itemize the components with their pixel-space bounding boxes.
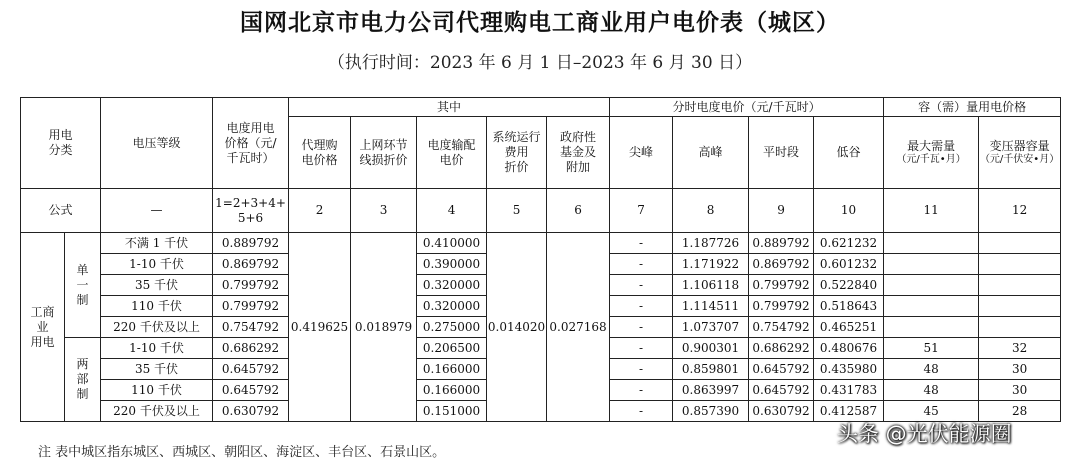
- max-demand-unit: （元/千瓦•月）: [896, 153, 966, 165]
- transmission-cell: 0.206500: [417, 338, 487, 359]
- watermark: 头条 @光伏能源圈: [837, 422, 1012, 446]
- flat-cell: 0.799792: [749, 296, 814, 317]
- purchase-header: 代理购 电价格: [289, 117, 351, 189]
- formula-c7: 7: [610, 189, 673, 233]
- transformer-cell: [979, 317, 1061, 338]
- valley-cell: 0.465251: [814, 317, 884, 338]
- max-demand-cell: [884, 296, 979, 317]
- peak-cell: 0.863997: [673, 380, 749, 401]
- table-row: [21, 233, 1061, 254]
- formula-c5: 5: [487, 189, 547, 233]
- peak-sharp-cell: -: [610, 254, 673, 275]
- transmission-cell: 0.166000: [417, 359, 487, 380]
- transmission-cell: 0.151000: [417, 401, 487, 422]
- peak-sharp-cell: -: [610, 275, 673, 296]
- peak-sharp-cell: -: [610, 338, 673, 359]
- valley-cell: 0.621232: [814, 233, 884, 254]
- price-cell: 0.869792: [213, 254, 289, 275]
- two-part-system-cell: 两 部 制: [65, 338, 101, 422]
- transformer-header: [979, 117, 1061, 189]
- price-table: [20, 97, 1061, 422]
- peak-cell: 1.073707: [673, 317, 749, 338]
- price-cell: 0.686292: [213, 338, 289, 359]
- voltage-cell: 220 千伏及以上: [101, 317, 213, 338]
- formula-price: 1=2+3+4+ 5+6: [213, 189, 289, 233]
- peak-cell: 0.857390: [673, 401, 749, 422]
- transformer-cell: [979, 275, 1061, 296]
- voltage-cell: 35 千伏: [101, 275, 213, 296]
- peak-header: 高峰: [673, 117, 749, 189]
- price-cell: 0.645792: [213, 359, 289, 380]
- fund-header: 政府性 基金及 附加: [547, 117, 610, 189]
- transmission-cell: 0.166000: [417, 380, 487, 401]
- max-demand-header: [884, 117, 979, 189]
- voltage-cell: 220 千伏及以上: [101, 401, 213, 422]
- max-demand-cell: [884, 317, 979, 338]
- voltage-cell: 110 千伏: [101, 296, 213, 317]
- peak-sharp-header: 尖峰: [610, 117, 673, 189]
- transformer-cell: 30: [979, 359, 1061, 380]
- formula-c8: 8: [673, 189, 749, 233]
- formula-label: 公式: [21, 189, 101, 233]
- system-header: 系统运行 费用 折价: [487, 117, 547, 189]
- voltage-cell: 1-10 千伏: [101, 338, 213, 359]
- formula-c11: 11: [884, 189, 979, 233]
- transmission-header: 电度输配 电价: [417, 117, 487, 189]
- flat-header: 平时段: [749, 117, 814, 189]
- single-system-cell: 单 一 制: [65, 233, 101, 338]
- tou-header: 分时电度电价（元/千瓦时）: [610, 98, 884, 117]
- transmission-cell: 0.275000: [417, 317, 487, 338]
- category-header: 用电 分类: [21, 98, 101, 189]
- max-demand-cell: 48: [884, 380, 979, 401]
- formula-row: [21, 189, 1061, 233]
- formula-c2: 2: [289, 189, 351, 233]
- transformer-cell: 28: [979, 401, 1061, 422]
- valley-cell: 0.522840: [814, 275, 884, 296]
- price-cell: 0.754792: [213, 317, 289, 338]
- flat-cell: 0.630792: [749, 401, 814, 422]
- loss-header: 上网环节 线损折价: [351, 117, 417, 189]
- category-cell: 工商 业 用电: [21, 233, 65, 422]
- max-demand-cell: [884, 254, 979, 275]
- fund-cell: 0.027168: [547, 233, 610, 422]
- price-header: 电度用电 价格（元/ 千瓦时）: [213, 98, 289, 189]
- valley-header: 低谷: [814, 117, 884, 189]
- price-cell: 0.799792: [213, 296, 289, 317]
- valley-cell: 0.412587: [814, 401, 884, 422]
- formula-c9: 9: [749, 189, 814, 233]
- valley-cell: 0.518643: [814, 296, 884, 317]
- valley-cell: 0.480676: [814, 338, 884, 359]
- peak-cell: 1.187726: [673, 233, 749, 254]
- transformer-unit: （元/千伏安•月）: [979, 153, 1060, 165]
- capacity-header: 容（需）量用电价格: [884, 98, 1061, 117]
- transformer-label: 变压器容量: [989, 138, 1050, 153]
- max-demand-cell: [884, 233, 979, 254]
- formula-c6: 6: [547, 189, 610, 233]
- flat-cell: 0.686292: [749, 338, 814, 359]
- price-cell: 0.799792: [213, 275, 289, 296]
- peak-cell: 0.900301: [673, 338, 749, 359]
- max-demand-label: 最大需量: [907, 138, 956, 153]
- system-cell: 0.014020: [487, 233, 547, 422]
- voltage-cell: 不满 1 千伏: [101, 233, 213, 254]
- transmission-cell: 0.410000: [417, 233, 487, 254]
- peak-cell: 1.106118: [673, 275, 749, 296]
- price-cell: 0.630792: [213, 401, 289, 422]
- max-demand-cell: 48: [884, 359, 979, 380]
- of-which-header: 其中: [289, 98, 610, 117]
- header-row-1: [21, 98, 1061, 117]
- flat-cell: 0.869792: [749, 254, 814, 275]
- peak-sharp-cell: -: [610, 296, 673, 317]
- transformer-cell: [979, 254, 1061, 275]
- valley-cell: 0.601232: [814, 254, 884, 275]
- transformer-cell: 32: [979, 338, 1061, 359]
- peak-sharp-cell: -: [610, 401, 673, 422]
- loss-cell: 0.018979: [351, 233, 417, 422]
- valley-cell: 0.435980: [814, 359, 884, 380]
- transmission-cell: 0.320000: [417, 275, 487, 296]
- flat-cell: 0.799792: [749, 275, 814, 296]
- voltage-cell: 1-10 千伏: [101, 254, 213, 275]
- transmission-cell: 0.390000: [417, 254, 487, 275]
- max-demand-cell: 51: [884, 338, 979, 359]
- effective-period: （执行时间：2023 年 6 月 1 日–2023 年 6 月 30 日）: [327, 53, 753, 73]
- peak-sharp-cell: -: [610, 317, 673, 338]
- price-cell: 0.645792: [213, 380, 289, 401]
- voltage-cell: 35 千伏: [101, 359, 213, 380]
- formula-c4: 4: [417, 189, 487, 233]
- flat-cell: 0.754792: [749, 317, 814, 338]
- valley-cell: 0.431783: [814, 380, 884, 401]
- formula-c12: 12: [979, 189, 1061, 233]
- peak-sharp-cell: -: [610, 380, 673, 401]
- flat-cell: 0.645792: [749, 359, 814, 380]
- flat-cell: 0.889792: [749, 233, 814, 254]
- transformer-cell: [979, 233, 1061, 254]
- page-title: 国网北京市电力公司代理购电工商业用户电价表（城区）: [240, 10, 840, 36]
- purchase-cell: 0.419625: [289, 233, 351, 422]
- peak-sharp-cell: -: [610, 359, 673, 380]
- peak-cell: 1.171922: [673, 254, 749, 275]
- transformer-cell: 30: [979, 380, 1061, 401]
- formula-c10: 10: [814, 189, 884, 233]
- transformer-cell: [979, 296, 1061, 317]
- price-cell: 0.889792: [213, 233, 289, 254]
- peak-cell: 1.114511: [673, 296, 749, 317]
- voltage-cell: 110 千伏: [101, 380, 213, 401]
- max-demand-cell: [884, 275, 979, 296]
- flat-cell: 0.645792: [749, 380, 814, 401]
- transmission-cell: 0.320000: [417, 296, 487, 317]
- voltage-header: 电压等级: [101, 98, 213, 189]
- formula-voltage: —: [101, 189, 213, 233]
- peak-cell: 0.859801: [673, 359, 749, 380]
- footnote: 注 表中城区指东城区、西城区、朝阳区、海淀区、丰台区、石景山区。: [38, 445, 446, 460]
- formula-c3: 3: [351, 189, 417, 233]
- peak-sharp-cell: -: [610, 233, 673, 254]
- max-demand-cell: 45: [884, 401, 979, 422]
